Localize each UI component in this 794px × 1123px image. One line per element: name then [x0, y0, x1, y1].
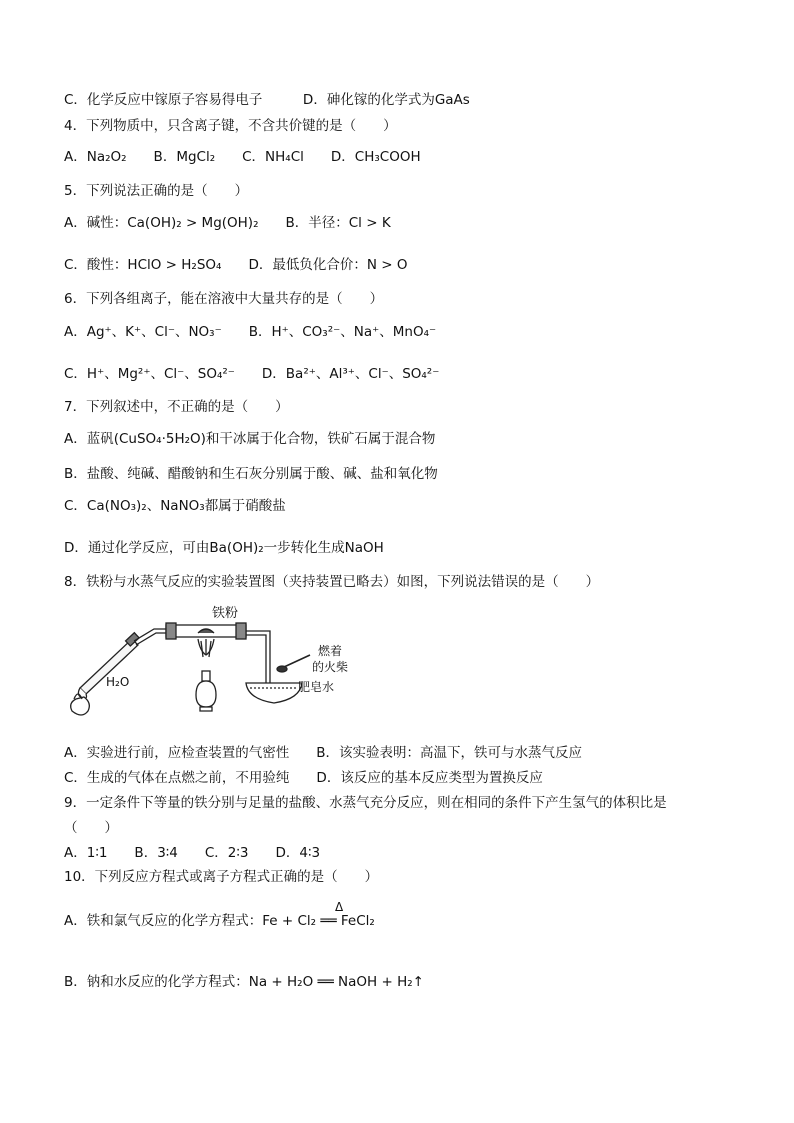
lamp-neck: [202, 671, 210, 681]
question-10: 10．下列反应方程式或离子方程式正确的是（ ）: [64, 869, 379, 885]
delivery-tube-left: [134, 629, 166, 641]
question-9-options: A．1∶1 B．3∶4 C．2∶3 D．4∶3: [64, 845, 321, 861]
question-7-option-c: C．Ca(NO₃)₂、NaNO₃都属于硝酸盐: [64, 498, 286, 514]
question-9: 9．一定条件下等量的铁分别与足量的盐酸、水蒸气充分反应，则在相同的条件下产生氢气的体积比是: [64, 795, 667, 811]
question-7-option-d: D．通过化学反应，可由Ba(OH)₂一步转化生成NaOH: [64, 540, 384, 556]
question-8-options-cd: C．生成的气体在点燃之前，不用验纯 D．该反应的基本反应类型为置换反应: [64, 770, 543, 786]
question-7-option-a: A．蓝矾(CuSO₄·5H₂O)和干冰属于化合物，铁矿石属于混合物: [64, 431, 436, 447]
label-iron-powder: 铁粉: [212, 606, 239, 621]
stopper-left: [166, 623, 176, 639]
stopper-right: [236, 623, 246, 639]
question-6-options-cd: C．H⁺、Mg²⁺、Cl⁻、SO₄²⁻ D．Ba²⁺、Al³⁺、Cl⁻、SO₄²⁻: [64, 366, 440, 382]
question-5-options-ab: A．碱性：Ca(OH)₂ > Mg(OH)₂ B．半径：Cl > K: [64, 215, 391, 231]
question-9-paren: （ ）: [64, 820, 118, 836]
label-water: H₂O: [106, 675, 130, 689]
question-4: 4．下列物质中，只含离子键，不含共价键的是（ ）: [64, 118, 397, 134]
alcohol-lamp-left: [71, 697, 90, 715]
question-10-option-b: B．钠和水反应的化学方程式：Na + H₂O ══ NaOH + H₂↑: [64, 974, 424, 990]
soap-water-dish: [246, 683, 302, 703]
iron-steam-apparatus-figure: [62, 603, 352, 728]
question-6: 6．下列各组离子，能在溶液中大量共存的是（ ）: [64, 291, 384, 307]
lamp-base: [200, 707, 212, 711]
question-5: 5．下列说法正确的是（ ）: [64, 183, 249, 199]
option-line-3c-3d: C．化学反应中镓原子容易得电子 D．砷化镓的化学式为GaAs: [64, 92, 470, 108]
heat-symbol: Δ: [335, 900, 344, 914]
match-head: [277, 666, 287, 672]
question-8: 8．铁粉与水蒸气反应的实验装置图（夹持装置已略去）如图，下列说法错误的是（ ）: [64, 574, 600, 590]
question-5-options-cd: C．酸性：HClO > H₂SO₄ D．最低负化合价：N > O: [64, 257, 408, 273]
match-stick: [284, 655, 310, 667]
label-burning-match-2: 的火柴: [312, 660, 349, 674]
question-7: 7．下列叙述中，不正确的是（ ）: [64, 399, 289, 415]
label-soap-water: 肥皂水: [298, 680, 335, 694]
alcohol-lamp-right: [196, 681, 216, 707]
question-8-options-ab: A．实验进行前，应检查装置的气密性 B．该实验表明：高温下，铁可与水蒸气反应: [64, 745, 582, 761]
label-burning-match-1: 燃着: [318, 644, 343, 658]
question-6-options-ab: A．Ag⁺、K⁺、Cl⁻、NO₃⁻ B．H⁺、CO₃²⁻、Na⁺、MnO₄⁻: [64, 324, 437, 340]
question-4-options: A．Na₂O₂ B．MgCl₂ C．NH₄Cl D．CH₃COOH: [64, 149, 421, 165]
question-10-option-a: A．铁和氯气反应的化学方程式：Fe + Cl₂ ══ FeCl₂: [64, 913, 375, 929]
question-7-option-b: B．盐酸、纯碱、醋酸钠和生石灰分别属于酸、碱、盐和氧化物: [64, 466, 438, 482]
delivery-tube-left-inner: [136, 633, 166, 645]
